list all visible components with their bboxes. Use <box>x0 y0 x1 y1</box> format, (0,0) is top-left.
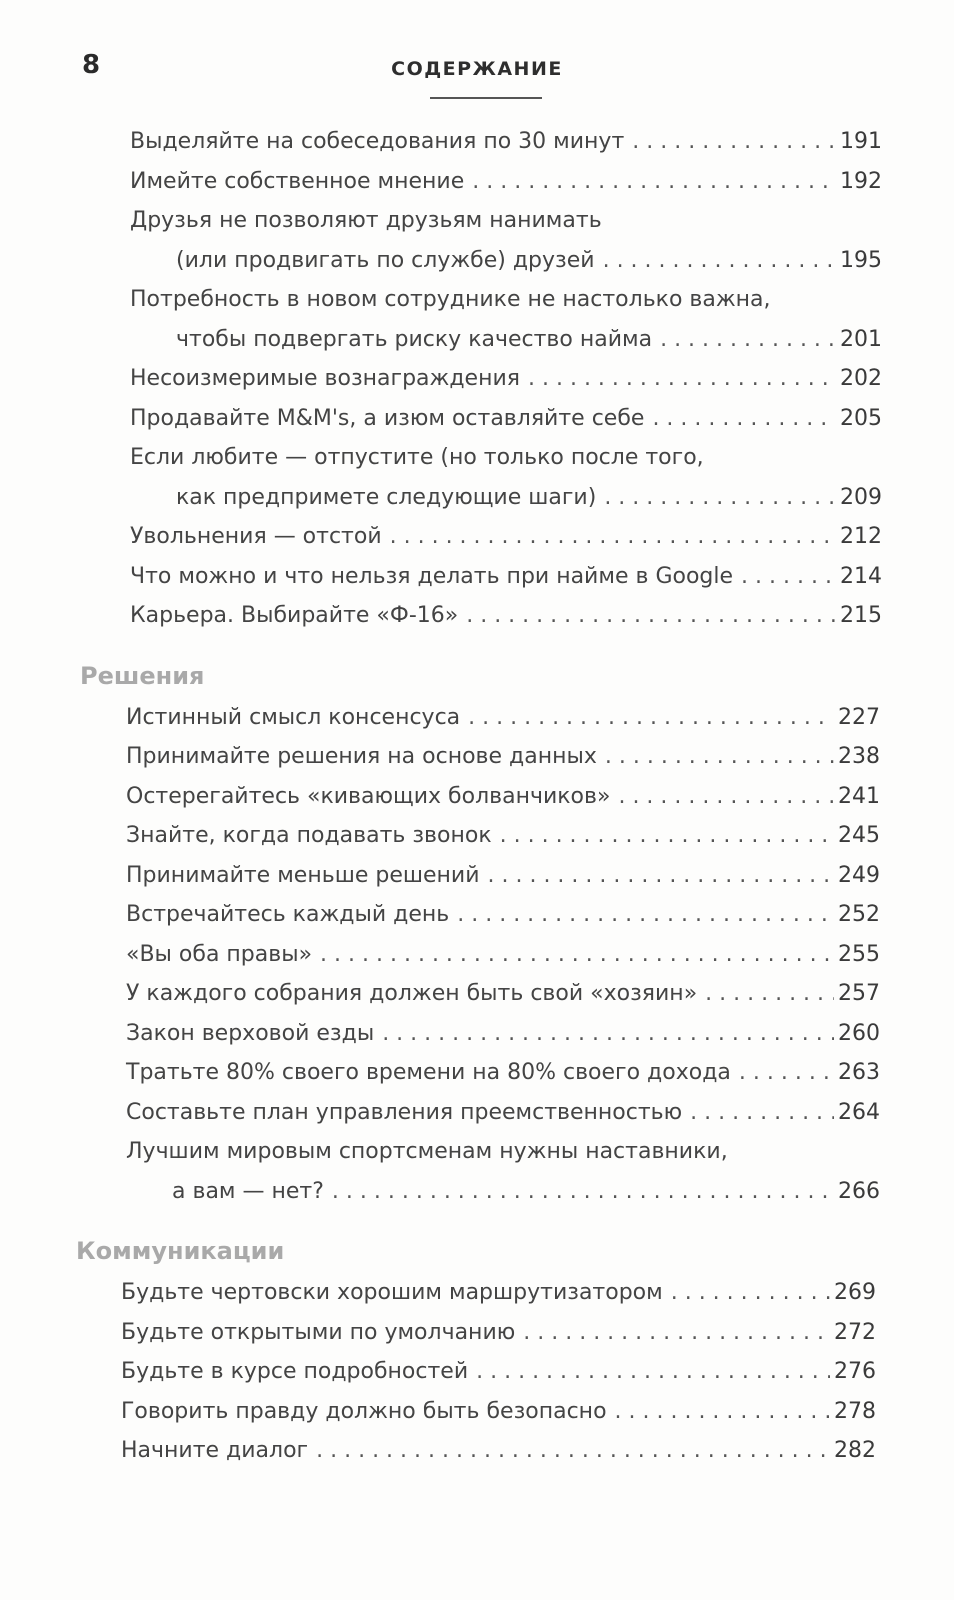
toc-entry-page: 201 <box>840 326 882 352</box>
toc-entry-title: Начните диалог <box>121 1438 309 1463</box>
toc-entry-line <box>130 399 882 439</box>
toc-entry <box>0 816 880 856</box>
toc-entry-title: как предпримете следующие шаги) <box>176 484 597 510</box>
toc-entry <box>0 1132 880 1211</box>
toc-entry-line <box>130 596 882 636</box>
toc-entry-line <box>126 1172 880 1212</box>
toc-entry <box>0 280 882 359</box>
toc-entry-page: 195 <box>840 247 882 273</box>
dot-leader <box>660 320 836 360</box>
toc-entry-title: Потребность в новом сотруднике не настолько важна, <box>130 287 771 312</box>
toc-entry-title: Несоизмеримые вознаграждения <box>130 366 520 391</box>
toc-section <box>0 122 954 636</box>
toc-entry <box>0 1273 876 1313</box>
dot-leader <box>690 1093 834 1133</box>
dot-leader <box>671 1273 830 1313</box>
toc-entry-title: (или продвигать по службе) друзей <box>176 247 595 273</box>
toc-entry-title: Принимайте решения на основе данных <box>126 744 597 769</box>
dot-leader <box>739 1053 834 1093</box>
toc-entry-line <box>126 935 880 975</box>
toc-entry-line <box>126 856 880 896</box>
toc-entry-line <box>121 1313 876 1353</box>
toc-entry-page: 278 <box>834 1398 876 1424</box>
toc-entry-line <box>126 895 880 935</box>
dot-leader <box>500 816 834 856</box>
toc-entry-page: 227 <box>838 704 880 730</box>
toc-entry-page: 249 <box>838 862 880 888</box>
toc-entry-page: 272 <box>834 1319 876 1345</box>
toc-entry-line <box>121 1352 876 1392</box>
section-gap <box>0 1211 954 1229</box>
toc-entry-title: Карьера. Выбирайте «Ф-16» <box>130 603 459 628</box>
toc-section <box>0 636 954 1212</box>
dot-leader <box>382 1014 834 1054</box>
dot-leader <box>488 856 835 896</box>
dot-leader <box>705 974 834 1014</box>
toc-entry <box>0 1313 876 1353</box>
dot-leader <box>390 517 836 557</box>
toc-entry-page: 266 <box>838 1178 880 1204</box>
toc-entry-line <box>121 1273 876 1313</box>
toc-entry-page: 241 <box>838 783 880 809</box>
toc-entry-line <box>126 777 880 817</box>
table-of-contents <box>0 122 954 1471</box>
dot-leader <box>457 895 834 935</box>
toc-entry-line <box>126 698 880 738</box>
toc-entry-page: 263 <box>838 1060 880 1085</box>
toc-entry-line <box>130 280 882 320</box>
toc-entry <box>0 698 880 738</box>
dot-leader <box>605 737 834 777</box>
dot-leader <box>528 359 836 399</box>
toc-entry-title: Составьте план управления преемственностью <box>126 1099 683 1125</box>
toc-entry-line <box>126 974 880 1014</box>
toc-entry-page: 209 <box>840 484 882 510</box>
dot-leader <box>476 1352 830 1392</box>
toc-entry <box>0 557 882 597</box>
toc-entry-title: Говорить правду должно быть безопасно <box>121 1398 607 1424</box>
dot-leader <box>652 399 836 439</box>
toc-entry-page: 260 <box>838 1020 880 1046</box>
toc-entry-page: 282 <box>834 1438 876 1463</box>
toc-entry <box>0 935 880 975</box>
toc-entry-title: Друзья не позволяют друзьям нанимать <box>130 208 602 233</box>
dot-leader <box>632 122 836 162</box>
toc-entry-page: 252 <box>838 902 880 927</box>
page-number: 8 <box>82 50 101 80</box>
toc-entry-page: 191 <box>840 129 882 154</box>
toc-entry-line <box>130 162 882 202</box>
toc-entry-line <box>130 359 882 399</box>
section-title: Решения <box>80 661 205 690</box>
toc-entry-line <box>130 122 882 162</box>
dot-leader <box>523 1313 830 1353</box>
toc-entry-page: 205 <box>840 405 882 431</box>
toc-entry <box>0 1014 880 1054</box>
dot-leader <box>618 777 834 817</box>
toc-entry-line <box>130 478 882 518</box>
toc-entry <box>0 122 882 162</box>
toc-entry-title: Будьте открытыми по умолчанию <box>121 1319 516 1345</box>
toc-entry-title: Выделяйте на собеседования по 30 минут <box>130 129 625 154</box>
toc-entry-page: 264 <box>838 1099 880 1125</box>
toc-entry <box>0 777 880 817</box>
toc-entry-title: чтобы подвергать риску качество найма <box>176 326 653 352</box>
toc-entry <box>0 399 882 439</box>
toc-entry-title: Тратьте 80% своего времени на 80% своего дохода <box>126 1060 731 1085</box>
dot-leader <box>604 478 836 518</box>
dot-leader <box>615 1392 830 1432</box>
toc-entry-title: Знайте, когда подавать звонок <box>126 823 492 848</box>
toc-entry <box>0 737 880 777</box>
dot-leader <box>603 241 836 281</box>
toc-entry <box>0 596 882 636</box>
toc-entry-title: Закон верховой езды <box>126 1020 375 1046</box>
dot-leader <box>316 1431 830 1471</box>
toc-entry-line <box>121 1431 876 1471</box>
dot-leader <box>468 698 834 738</box>
toc-entry <box>0 201 882 280</box>
toc-entry-line <box>121 1392 876 1432</box>
toc-entry-line <box>126 1132 880 1172</box>
toc-entry-title: У каждого собрания должен быть свой «хозяин» <box>126 981 698 1006</box>
dot-leader <box>472 162 836 202</box>
toc-entry-page: 212 <box>840 524 882 549</box>
dot-leader <box>466 596 836 636</box>
toc-entry-line <box>126 816 880 856</box>
toc-entry-title: Увольнения — отстой <box>130 524 382 549</box>
toc-entry-line <box>126 1093 880 1133</box>
toc-entry-line <box>130 438 882 478</box>
toc-entry <box>0 856 880 896</box>
toc-entry <box>0 517 882 557</box>
toc-entry <box>0 359 882 399</box>
toc-entry-title: Продавайте M&M's, а изюм оставляйте себе <box>130 405 645 431</box>
toc-entry <box>0 895 880 935</box>
toc-entry-page: 245 <box>838 823 880 848</box>
toc-entry <box>0 162 882 202</box>
dot-leader <box>741 557 836 597</box>
section-gap <box>0 636 954 654</box>
toc-entry-line <box>130 201 882 241</box>
toc-entry-title: Будьте чертовски хорошим маршрутизатором <box>121 1280 663 1305</box>
toc-entry-title: Если любите — отпустите (но только после того, <box>130 445 704 470</box>
toc-entry-title: а вам — нет? <box>172 1178 324 1204</box>
toc-entry-line <box>130 517 882 557</box>
toc-entry-line <box>130 241 882 281</box>
toc-entry <box>0 1392 876 1432</box>
toc-entry-page: 192 <box>840 168 882 194</box>
dot-leader <box>320 935 834 975</box>
toc-entry-line <box>130 557 882 597</box>
toc-entry-page: 214 <box>840 563 882 589</box>
toc-entry-page: 255 <box>838 941 880 967</box>
toc-entry-page: 269 <box>834 1280 876 1305</box>
toc-entry-title: Что можно и что нельзя делать при найме в Google <box>130 563 734 589</box>
toc-entry-title: Принимайте меньше решений <box>126 862 480 888</box>
toc-entry-title: Имейте собственное мнение <box>130 168 465 194</box>
toc-entry-title: Истинный смысл консенсуса <box>126 704 461 730</box>
toc-entry-line <box>126 1053 880 1093</box>
toc-entry-page: 215 <box>840 603 882 628</box>
toc-entry-line <box>130 320 882 360</box>
toc-entry <box>0 974 880 1014</box>
toc-entry <box>0 1093 880 1133</box>
toc-entry-page: 202 <box>840 366 882 391</box>
toc-entry-title: Лучшим мировым спортсменам нужны наставники, <box>126 1139 728 1164</box>
toc-entry-title: Будьте в курсе подробностей <box>121 1359 469 1384</box>
toc-entry <box>0 1431 876 1471</box>
toc-entry-page: 238 <box>838 744 880 769</box>
toc-entry-title: Встречайтесь каждый день <box>126 902 450 927</box>
section-title: Коммуникации <box>76 1237 285 1265</box>
toc-entry-line <box>126 737 880 777</box>
toc-entry <box>0 1053 880 1093</box>
dot-leader <box>332 1172 834 1212</box>
toc-entry <box>0 438 882 517</box>
toc-entry-title: Остерегайтесь «кивающих болванчиков» <box>126 783 611 809</box>
toc-entry-page: 276 <box>834 1359 876 1384</box>
toc-entry-title: «Вы оба правы» <box>126 941 313 967</box>
toc-section <box>0 1211 954 1471</box>
toc-entry-page: 257 <box>838 981 880 1006</box>
running-head-rule <box>430 97 542 99</box>
toc-entry <box>0 1352 876 1392</box>
toc-entry-line <box>126 1014 880 1054</box>
running-head: СОДЕРЖАНИЕ <box>391 58 563 80</box>
